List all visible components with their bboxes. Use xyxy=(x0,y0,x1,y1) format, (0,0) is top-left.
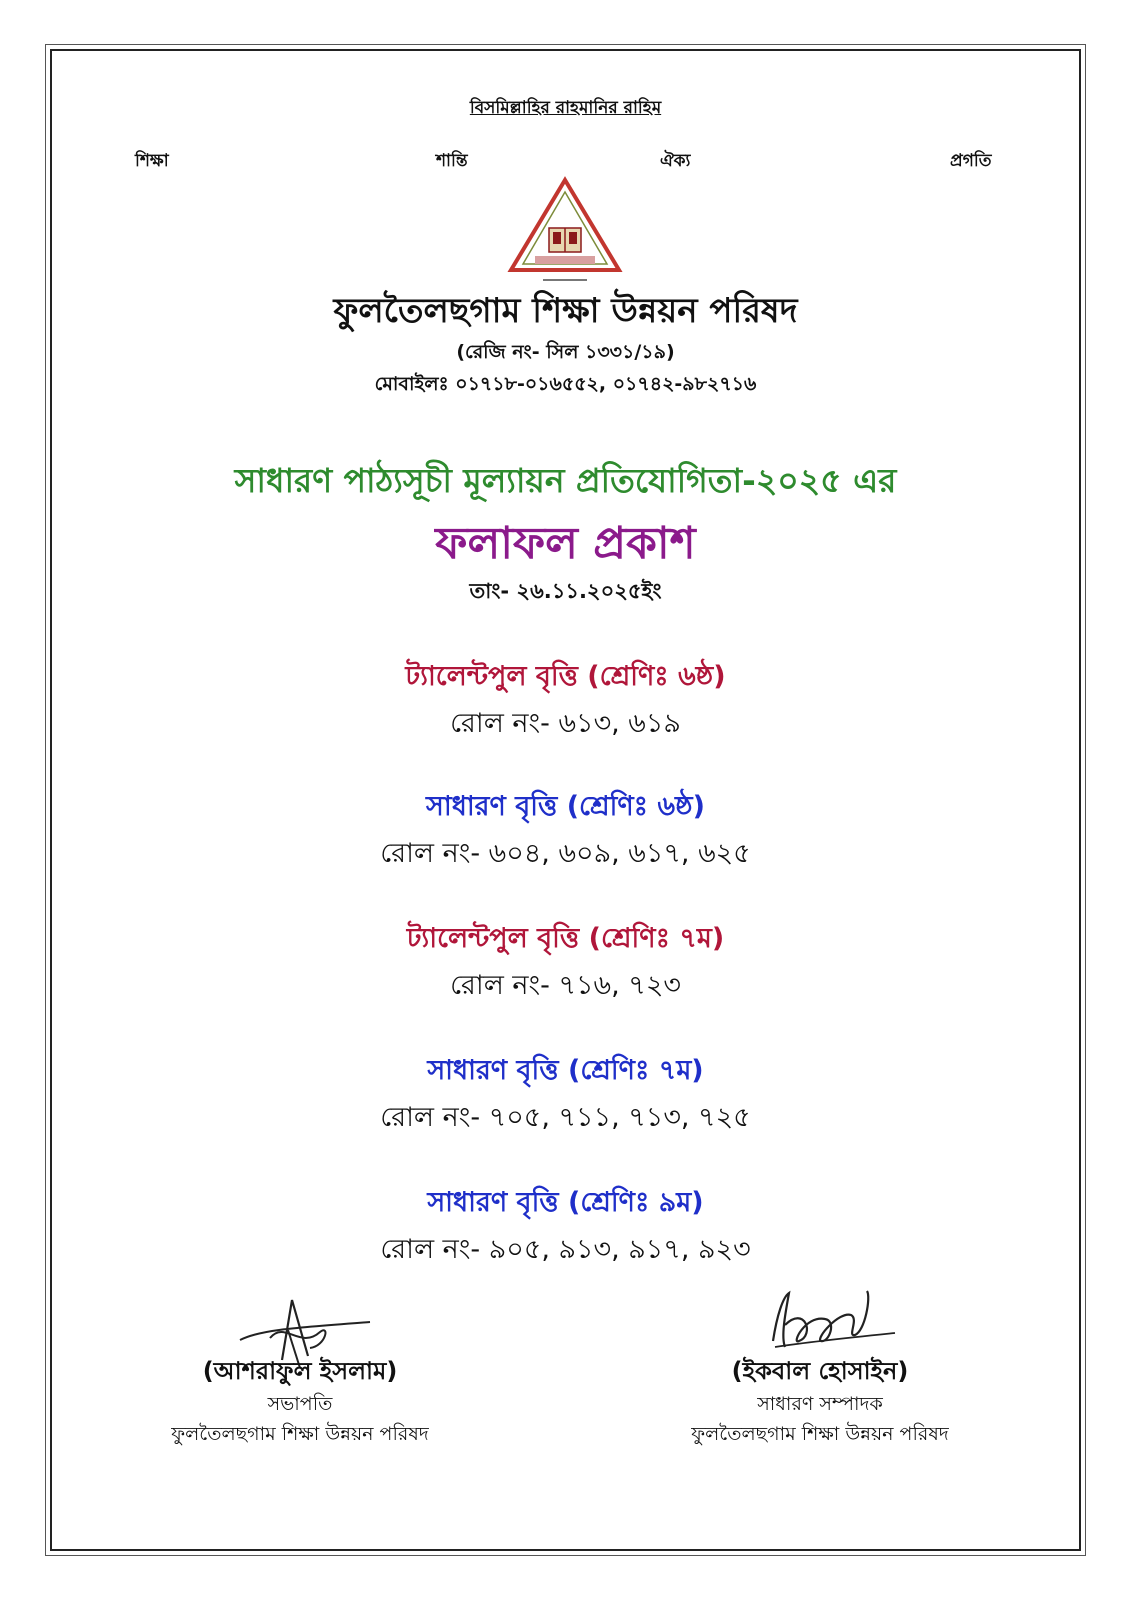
result-heading: সাধারণ বৃত্তি (শ্রেণিঃ ৯ম) xyxy=(427,1187,704,1218)
result-heading: সাধারণ বৃত্তি (শ্রেণিঃ ৬ষ্ঠ) xyxy=(426,791,705,822)
result-roll-numbers: রোল নং- ৭০৫, ৭১১, ৭১৩, ৭২৫ xyxy=(380,1102,751,1133)
bismillah-text: বিসমিল্লাহির রাহমানির রাহিম xyxy=(469,98,662,118)
secretary-title: সাধারণ সম্পাদক xyxy=(757,1393,883,1415)
secretary-name: (ইকবাল হোসাইন) xyxy=(731,1357,909,1385)
organization-logo xyxy=(505,176,625,288)
competition-title: সাধারণ পাঠ্যসূচী মূল্যায়ন প্রতিযোগিতা-২০২৫ এর xyxy=(234,461,897,500)
president-title: সভাপতি xyxy=(267,1393,333,1415)
organization-name: ফুলতৈলছগাম শিক্ষা উন্নয়ন পরিষদ xyxy=(333,291,798,331)
result-roll-numbers: রোল নং- ৯০৫, ৯১৩, ৯১৭, ৯২৩ xyxy=(380,1234,751,1265)
result-heading: ট্যালেন্টপুল বৃত্তি (শ্রেণিঃ ৬ষ্ঠ) xyxy=(405,661,726,692)
notice-date: তাং- ২৬.১১.২০২৫ইং xyxy=(469,579,662,603)
motto-word-progress: প্রগতি xyxy=(950,151,992,171)
result-heading: সাধারণ বৃত্তি (শ্রেণিঃ ৭ম) xyxy=(427,1055,704,1086)
motto-word-unity: ঐক্য xyxy=(660,151,691,171)
result-roll-numbers: রোল নং- ৬০৪, ৬০৯, ৬১৭, ৬২৫ xyxy=(380,838,751,869)
motto-word-education: শিক্ষা xyxy=(135,151,169,171)
registration-number: (রেজি নং- সিল ১৩৩১/১৯) xyxy=(456,341,675,363)
president-organization: ফুলতৈলছগাম শিক্ষা উন্নয়ন পরিষদ xyxy=(171,1423,429,1445)
secretary-organization: ফুলতৈলছগাম শিক্ষা উন্নয়ন পরিষদ xyxy=(691,1423,949,1445)
motto-word-peace: শান্তি xyxy=(436,151,468,171)
president-name: (আশরাফুল ইসলাম) xyxy=(202,1357,398,1385)
mobile-numbers: মোবাইলঃ ০১৭১৮-০১৬৫৫২, ০১৭৪২-৯৮২৭১৬ xyxy=(374,373,757,395)
result-publication-title: ফলাফল প্রকাশ xyxy=(435,518,696,569)
result-heading: ট্যালেন্টপুল বৃত্তি (শ্রেণিঃ ৭ম) xyxy=(406,923,725,954)
result-roll-numbers: রোল নং- ৭১৬, ৭২৩ xyxy=(450,970,681,1001)
result-roll-numbers: রোল নং- ৬১৩, ৬১৯ xyxy=(450,708,681,739)
